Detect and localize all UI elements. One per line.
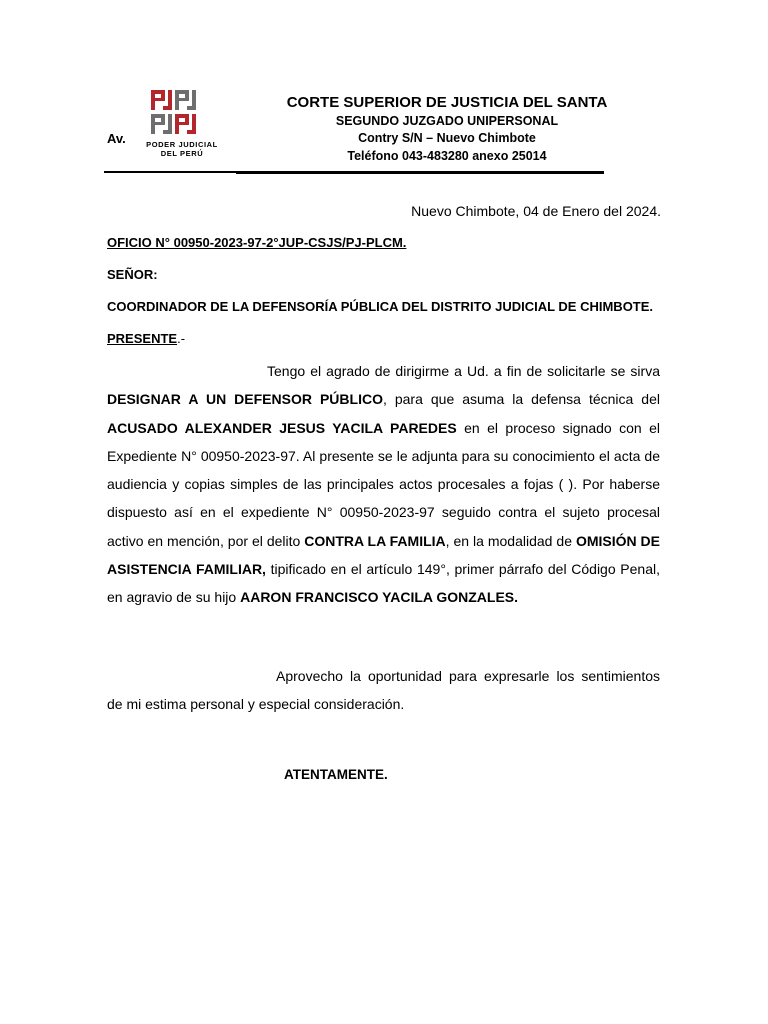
body-text-run: tipificado en el artículo 149°, primer párrafo del Código Penal, en agravio de su hijo bbox=[107, 561, 660, 606]
body-paragraph-request bbox=[107, 357, 660, 612]
date-line: Nuevo Chimbote, 04 de Enero del 2024. bbox=[411, 203, 661, 219]
body-text-run: , para que asuma la defensa técnica del bbox=[382, 391, 660, 408]
logo-mark bbox=[163, 130, 172, 134]
logo-text-line-1: PODER JUDICIAL bbox=[146, 140, 218, 149]
logo-mark bbox=[163, 106, 172, 110]
presente-word: PRESENTE bbox=[107, 331, 178, 346]
court-unit: SEGUNDO JUZGADO UNIPERSONAL bbox=[335, 114, 559, 128]
header-divider-thin bbox=[236, 173, 604, 174]
court-address: Contry S/N – Nuevo Chimbote bbox=[358, 131, 536, 145]
logo-mark bbox=[179, 98, 189, 101]
logo-mark bbox=[155, 98, 165, 101]
court-name: CORTE SUPERIOR DE JUSTICIA DEL SANTA bbox=[286, 94, 608, 111]
salutation: SEÑOR: bbox=[107, 267, 158, 282]
oficio-reference: OFICIO N° 00950-2023-97-2°JUP-CSJS/PJ-PLCM. bbox=[107, 235, 407, 250]
body-bold-run: CONTRA LA FAMILIA bbox=[304, 532, 446, 549]
presente-suffix: .- bbox=[177, 331, 186, 346]
body-bold-run: AARON FRANCISCO YACILA GONZALES. bbox=[240, 589, 519, 606]
logo-mark bbox=[179, 122, 189, 125]
logo-mark bbox=[187, 130, 196, 134]
address-label: Av. bbox=[107, 131, 126, 146]
body-bold-run: OMISIÓN DE ASISTENCIA FAMILIAR, bbox=[107, 532, 661, 578]
presente-line bbox=[107, 331, 185, 346]
logo-mark bbox=[155, 122, 165, 125]
body-text-run: , en la modalidad de bbox=[445, 532, 576, 549]
body-paragraph-courtesy: Aprovecho la oportunidad para expresarle los sentimientos de mi estima personal y especial consideración. bbox=[107, 668, 660, 713]
court-phone: Teléfono 043-483280 anexo 25014 bbox=[347, 149, 547, 163]
body-text-run: en el proceso signado con el Expediente N° 00950-2023-97. Al presente se le adjunta para su conocimiento el acta de audiencia y copias simples de las principales actos procesales a fojas ( ). Por haberse dispuesto así en el expediente N° 00950-2023-97 seguido contra el sujeto procesal activo en mención, por el delito bbox=[107, 419, 661, 549]
logo-mark bbox=[187, 106, 196, 110]
body-text-run: Tengo el agrado de dirigirme a Ud. a fin de solicitarle se sirva bbox=[267, 363, 660, 379]
logo-text-line-2: DEL PERÚ bbox=[160, 149, 204, 158]
body-bold-run: DESIGNAR A UN DEFENSOR PÚBLICO bbox=[107, 391, 383, 408]
addressee: COORDINADOR DE LA DEFENSORÍA PÚBLICA DEL DISTRITO JUDICIAL DE CHIMBOTE. bbox=[107, 299, 654, 314]
closing: ATENTAMENTE. bbox=[284, 767, 388, 782]
body-bold-run: ACUSADO ALEXANDER JESUS YACILA PAREDES bbox=[107, 419, 457, 436]
